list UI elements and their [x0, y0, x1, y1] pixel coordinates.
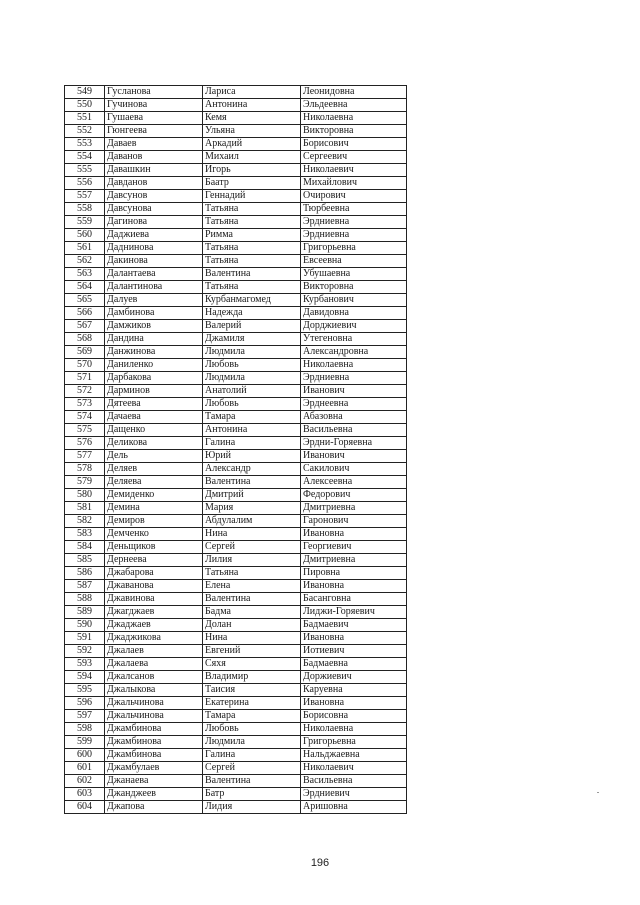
first-name-cell: Галина: [203, 749, 301, 762]
table-row: [65, 242, 407, 255]
surname-cell: Данжинова: [105, 346, 203, 359]
surname-cell: Джалыкова: [105, 684, 203, 697]
first-name-cell: Валентина: [203, 593, 301, 606]
patronymic-cell: Николаевна: [301, 359, 407, 372]
patronymic-cell: Эрднеевна: [301, 398, 407, 411]
first-name-cell: Римма: [203, 229, 301, 242]
patronymic-cell: Сергеевич: [301, 151, 407, 164]
row-number-cell: 598: [65, 723, 105, 736]
row-number-cell: 589: [65, 606, 105, 619]
row-number-cell: 590: [65, 619, 105, 632]
table-row: [65, 138, 407, 151]
table-row: [65, 216, 407, 229]
row-number-cell: 560: [65, 229, 105, 242]
first-name-cell: Татьяна: [203, 216, 301, 229]
first-name-cell: Таисия: [203, 684, 301, 697]
row-number-cell: 581: [65, 502, 105, 515]
row-number-cell: 599: [65, 736, 105, 749]
row-number-cell: 593: [65, 658, 105, 671]
row-number-cell: 578: [65, 463, 105, 476]
surname-cell: Даджиева: [105, 229, 203, 242]
table-row: [65, 632, 407, 645]
first-name-cell: Батр: [203, 788, 301, 801]
patronymic-cell: Федорович: [301, 489, 407, 502]
patronymic-cell: Давидовна: [301, 307, 407, 320]
first-name-cell: Лилия: [203, 554, 301, 567]
first-name-cell: Татьяна: [203, 281, 301, 294]
surname-cell: Дамжиков: [105, 320, 203, 333]
first-name-cell: Сяхя: [203, 658, 301, 671]
surname-cell: Демиров: [105, 515, 203, 528]
row-number-cell: 603: [65, 788, 105, 801]
row-number-cell: 585: [65, 554, 105, 567]
surname-cell: Далантинова: [105, 281, 203, 294]
first-name-cell: Владимир: [203, 671, 301, 684]
first-name-cell: Людмила: [203, 372, 301, 385]
surname-cell: Джамбинова: [105, 749, 203, 762]
row-number-cell: 591: [65, 632, 105, 645]
surname-cell: Гюнгеева: [105, 125, 203, 138]
surname-cell: Далантаева: [105, 268, 203, 281]
surname-cell: Давсунова: [105, 203, 203, 216]
first-name-cell: Евгений: [203, 645, 301, 658]
surname-cell: Даваев: [105, 138, 203, 151]
table-row: [65, 424, 407, 437]
table-row: [65, 437, 407, 450]
patronymic-cell: Николаевич: [301, 164, 407, 177]
patronymic-cell: Иванович: [301, 450, 407, 463]
surname-cell: Джальчинова: [105, 697, 203, 710]
first-name-cell: Сергей: [203, 541, 301, 554]
row-number-cell: 569: [65, 346, 105, 359]
page-number: 196: [310, 857, 330, 869]
row-number-cell: 570: [65, 359, 105, 372]
row-number-cell: 552: [65, 125, 105, 138]
patronymic-cell: Васильевна: [301, 775, 407, 788]
patronymic-cell: Борисовна: [301, 710, 407, 723]
table-row: [65, 359, 407, 372]
first-name-cell: Баатр: [203, 177, 301, 190]
row-number-cell: 549: [65, 86, 105, 99]
row-number-cell: 559: [65, 216, 105, 229]
surname-cell: Даниленко: [105, 359, 203, 372]
patronymic-cell: Ивановна: [301, 528, 407, 541]
patronymic-cell: Дмитриевна: [301, 502, 407, 515]
surname-cell: Деляев: [105, 463, 203, 476]
first-name-cell: Валерий: [203, 320, 301, 333]
first-name-cell: Валентина: [203, 476, 301, 489]
first-name-cell: Любовь: [203, 359, 301, 372]
surname-cell: Даднинова: [105, 242, 203, 255]
surname-cell: Джальчинова: [105, 710, 203, 723]
table-row: [65, 99, 407, 112]
first-name-cell: Екатерина: [203, 697, 301, 710]
surname-cell: Деньщиков: [105, 541, 203, 554]
patronymic-cell: Бадмаевна: [301, 658, 407, 671]
patronymic-cell: Евсеевна: [301, 255, 407, 268]
first-name-cell: Надежда: [203, 307, 301, 320]
surname-cell: Джамбинова: [105, 736, 203, 749]
first-name-cell: Тамара: [203, 411, 301, 424]
row-number-cell: 579: [65, 476, 105, 489]
first-name-cell: Нина: [203, 528, 301, 541]
patronymic-cell: Георгиевич: [301, 541, 407, 554]
table-row: [65, 489, 407, 502]
scan-speck: [597, 792, 599, 793]
patronymic-cell: Басанговна: [301, 593, 407, 606]
patronymic-cell: Бадмаевич: [301, 619, 407, 632]
surname-cell: Джагджаев: [105, 606, 203, 619]
row-number-cell: 597: [65, 710, 105, 723]
table-row: [65, 125, 407, 138]
table-row: [65, 749, 407, 762]
first-name-cell: Тамара: [203, 710, 301, 723]
patronymic-cell: Викторовна: [301, 281, 407, 294]
patronymic-cell: Эрдниевна: [301, 216, 407, 229]
table-row: [65, 151, 407, 164]
first-name-cell: Юрий: [203, 450, 301, 463]
patronymic-cell: Васильевна: [301, 424, 407, 437]
surname-cell: Дагинова: [105, 216, 203, 229]
table-row: [65, 307, 407, 320]
surname-cell: Джапова: [105, 801, 203, 814]
patronymic-cell: Эрдниевна: [301, 229, 407, 242]
first-name-cell: Татьяна: [203, 242, 301, 255]
row-number-cell: 594: [65, 671, 105, 684]
table-row: [65, 515, 407, 528]
table-row: [65, 736, 407, 749]
row-number-cell: 577: [65, 450, 105, 463]
row-number-cell: 562: [65, 255, 105, 268]
surname-cell: Деляева: [105, 476, 203, 489]
table-row: [65, 775, 407, 788]
surname-cell: Дернеева: [105, 554, 203, 567]
table-row: [65, 281, 407, 294]
patronymic-cell: Аришовна: [301, 801, 407, 814]
surname-cell: Давсунов: [105, 190, 203, 203]
patronymic-cell: Борисович: [301, 138, 407, 151]
patronymic-cell: Абазовна: [301, 411, 407, 424]
surname-cell: Дарбакова: [105, 372, 203, 385]
table-row: [65, 229, 407, 242]
row-number-cell: 565: [65, 294, 105, 307]
table-row: [65, 645, 407, 658]
table-row: [65, 671, 407, 684]
table-row: [65, 541, 407, 554]
row-number-cell: 596: [65, 697, 105, 710]
row-number-cell: 575: [65, 424, 105, 437]
patronymic-cell: Григорьевна: [301, 242, 407, 255]
patronymic-cell: Николаевич: [301, 762, 407, 775]
surname-cell: Дащенко: [105, 424, 203, 437]
table-row: [65, 320, 407, 333]
patronymic-cell: Убушаевна: [301, 268, 407, 281]
table-row: [65, 398, 407, 411]
surname-cell: Дандина: [105, 333, 203, 346]
row-number-cell: 557: [65, 190, 105, 203]
table-row: [65, 164, 407, 177]
table-row: [65, 502, 407, 515]
patronymic-cell: Гаронович: [301, 515, 407, 528]
first-name-cell: Геннадий: [203, 190, 301, 203]
first-name-cell: Александр: [203, 463, 301, 476]
table-row: [65, 411, 407, 424]
table-row: [65, 567, 407, 580]
table-row: [65, 710, 407, 723]
row-number-cell: 583: [65, 528, 105, 541]
first-name-cell: Курбанмагомед: [203, 294, 301, 307]
first-name-cell: Мария: [203, 502, 301, 515]
surname-cell: Джаджаев: [105, 619, 203, 632]
surname-cell: Гусланова: [105, 86, 203, 99]
patronymic-cell: Лиджи-Горяевич: [301, 606, 407, 619]
first-name-cell: Долан: [203, 619, 301, 632]
row-number-cell: 587: [65, 580, 105, 593]
table-row: [65, 346, 407, 359]
first-name-cell: Татьяна: [203, 255, 301, 268]
patronymic-cell: Каруевна: [301, 684, 407, 697]
surname-cell: Джаджикова: [105, 632, 203, 645]
surname-cell: Деликова: [105, 437, 203, 450]
table-row: [65, 372, 407, 385]
surname-cell: Дель: [105, 450, 203, 463]
first-name-cell: Джамиля: [203, 333, 301, 346]
patronymic-cell: Сакилович: [301, 463, 407, 476]
table-row: [65, 203, 407, 216]
patronymic-cell: Михайлович: [301, 177, 407, 190]
patronymic-cell: Ивановна: [301, 697, 407, 710]
patronymic-cell: Пировна: [301, 567, 407, 580]
first-name-cell: Абдулалим: [203, 515, 301, 528]
table-row: [65, 658, 407, 671]
row-number-cell: 571: [65, 372, 105, 385]
surname-cell: Демина: [105, 502, 203, 515]
row-number-cell: 592: [65, 645, 105, 658]
patronymic-cell: Александровна: [301, 346, 407, 359]
surname-cell: Дятеева: [105, 398, 203, 411]
first-name-cell: Татьяна: [203, 203, 301, 216]
first-name-cell: Валентина: [203, 775, 301, 788]
row-number-cell: 553: [65, 138, 105, 151]
row-number-cell: 568: [65, 333, 105, 346]
first-name-cell: Галина: [203, 437, 301, 450]
first-name-cell: Кемя: [203, 112, 301, 125]
row-number-cell: 563: [65, 268, 105, 281]
table-row: [65, 268, 407, 281]
first-name-cell: Лидия: [203, 801, 301, 814]
surname-cell: Гучинова: [105, 99, 203, 112]
row-number-cell: 573: [65, 398, 105, 411]
surname-cell: Давашкин: [105, 164, 203, 177]
first-name-cell: Людмила: [203, 346, 301, 359]
first-name-cell: Людмила: [203, 736, 301, 749]
table-row: [65, 385, 407, 398]
row-number-cell: 580: [65, 489, 105, 502]
surname-cell: Джавинова: [105, 593, 203, 606]
surname-cell: Гушаева: [105, 112, 203, 125]
roster-body: [65, 86, 407, 814]
row-number-cell: 588: [65, 593, 105, 606]
table-row: [65, 593, 407, 606]
row-number-cell: 584: [65, 541, 105, 554]
patronymic-cell: Ивановна: [301, 580, 407, 593]
table-row: [65, 86, 407, 99]
first-name-cell: Нина: [203, 632, 301, 645]
first-name-cell: Игорь: [203, 164, 301, 177]
patronymic-cell: Курбанович: [301, 294, 407, 307]
name-roster-table: [64, 85, 407, 814]
row-number-cell: 602: [65, 775, 105, 788]
patronymic-cell: Эрдниевна: [301, 372, 407, 385]
table-row: [65, 788, 407, 801]
row-number-cell: 556: [65, 177, 105, 190]
row-number-cell: 555: [65, 164, 105, 177]
surname-cell: Джабарова: [105, 567, 203, 580]
first-name-cell: Сергей: [203, 762, 301, 775]
table-row: [65, 580, 407, 593]
surname-cell: Демченко: [105, 528, 203, 541]
table-row: [65, 294, 407, 307]
row-number-cell: 582: [65, 515, 105, 528]
surname-cell: Джанджеев: [105, 788, 203, 801]
row-number-cell: 564: [65, 281, 105, 294]
table-row: [65, 619, 407, 632]
row-number-cell: 600: [65, 749, 105, 762]
row-number-cell: 572: [65, 385, 105, 398]
table-row: [65, 255, 407, 268]
patronymic-cell: Нальджаевна: [301, 749, 407, 762]
surname-cell: Джалаев: [105, 645, 203, 658]
patronymic-cell: Дорджиевич: [301, 320, 407, 333]
surname-cell: Дамбинова: [105, 307, 203, 320]
surname-cell: Джамбинова: [105, 723, 203, 736]
table-row: [65, 528, 407, 541]
surname-cell: Дачаева: [105, 411, 203, 424]
table-row: [65, 333, 407, 346]
surname-cell: Джалаева: [105, 658, 203, 671]
first-name-cell: Татьяна: [203, 567, 301, 580]
row-number-cell: 586: [65, 567, 105, 580]
row-number-cell: 604: [65, 801, 105, 814]
row-number-cell: 554: [65, 151, 105, 164]
surname-cell: Джалсанов: [105, 671, 203, 684]
first-name-cell: Валентина: [203, 268, 301, 281]
patronymic-cell: Ивановна: [301, 632, 407, 645]
patronymic-cell: Николаевна: [301, 112, 407, 125]
surname-cell: Джамбулаев: [105, 762, 203, 775]
table-row: [65, 190, 407, 203]
patronymic-cell: Тюрбеевна: [301, 203, 407, 216]
patronymic-cell: Дмитриевна: [301, 554, 407, 567]
patronymic-cell: Николаевна: [301, 723, 407, 736]
first-name-cell: Любовь: [203, 398, 301, 411]
table-row: [65, 606, 407, 619]
first-name-cell: Дмитрий: [203, 489, 301, 502]
first-name-cell: Лариса: [203, 86, 301, 99]
surname-cell: Демиденко: [105, 489, 203, 502]
row-number-cell: 595: [65, 684, 105, 697]
surname-cell: Давданов: [105, 177, 203, 190]
table-row: [65, 554, 407, 567]
row-number-cell: 558: [65, 203, 105, 216]
row-number-cell: 561: [65, 242, 105, 255]
table-row: [65, 697, 407, 710]
patronymic-cell: Алексеевна: [301, 476, 407, 489]
patronymic-cell: Очирович: [301, 190, 407, 203]
surname-cell: Джанаева: [105, 775, 203, 788]
surname-cell: Джаванова: [105, 580, 203, 593]
table-row: [65, 463, 407, 476]
table-row: [65, 112, 407, 125]
surname-cell: Дакинова: [105, 255, 203, 268]
row-number-cell: 551: [65, 112, 105, 125]
first-name-cell: Любовь: [203, 723, 301, 736]
surname-cell: Далуев: [105, 294, 203, 307]
patronymic-cell: Григорьевна: [301, 736, 407, 749]
surname-cell: Дарминов: [105, 385, 203, 398]
table-row: [65, 801, 407, 814]
table-row: [65, 476, 407, 489]
patronymic-cell: Викторовна: [301, 125, 407, 138]
first-name-cell: Аркадий: [203, 138, 301, 151]
first-name-cell: Антонина: [203, 424, 301, 437]
row-number-cell: 601: [65, 762, 105, 775]
table-row: [65, 684, 407, 697]
surname-cell: Даванов: [105, 151, 203, 164]
patronymic-cell: Иотиевич: [301, 645, 407, 658]
first-name-cell: Антонина: [203, 99, 301, 112]
table-row: [65, 450, 407, 463]
row-number-cell: 550: [65, 99, 105, 112]
row-number-cell: 576: [65, 437, 105, 450]
patronymic-cell: Доржиевич: [301, 671, 407, 684]
first-name-cell: Бадма: [203, 606, 301, 619]
first-name-cell: Ульяна: [203, 125, 301, 138]
row-number-cell: 567: [65, 320, 105, 333]
table-row: [65, 723, 407, 736]
patronymic-cell: Эрдниевич: [301, 788, 407, 801]
patronymic-cell: Эрдни-Горяевна: [301, 437, 407, 450]
first-name-cell: Анатолий: [203, 385, 301, 398]
table-row: [65, 177, 407, 190]
patronymic-cell: Утегеновна: [301, 333, 407, 346]
row-number-cell: 566: [65, 307, 105, 320]
row-number-cell: 574: [65, 411, 105, 424]
patronymic-cell: Леонидовна: [301, 86, 407, 99]
patronymic-cell: Эльдеевна: [301, 99, 407, 112]
first-name-cell: Михаил: [203, 151, 301, 164]
first-name-cell: Елена: [203, 580, 301, 593]
table-row: [65, 762, 407, 775]
patronymic-cell: Иванович: [301, 385, 407, 398]
